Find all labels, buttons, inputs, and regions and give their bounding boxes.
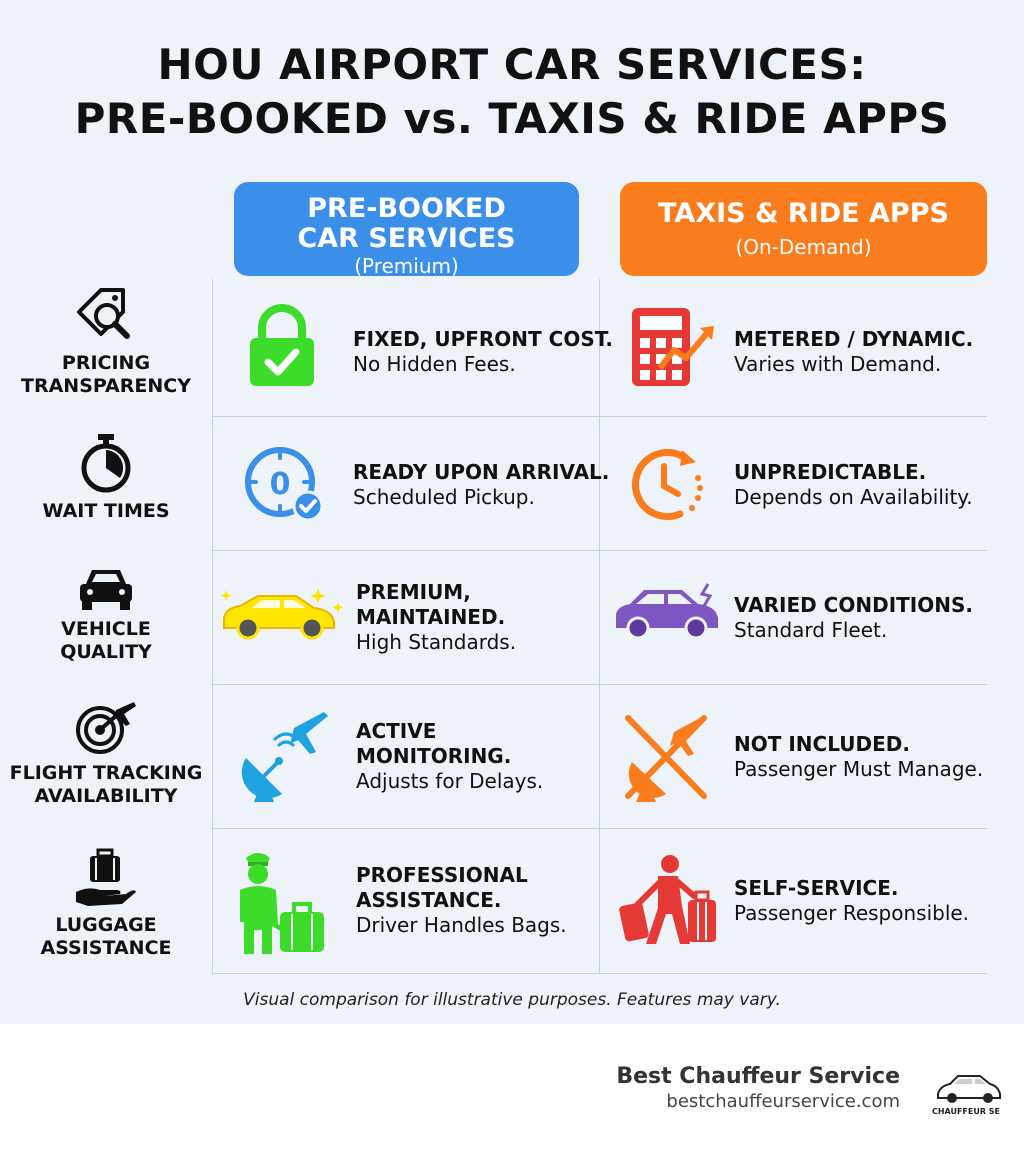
row-label-line: PRICING bbox=[61, 352, 151, 374]
grid-row-divider bbox=[212, 684, 987, 685]
cell-headline: METERED / DYNAMIC. bbox=[734, 327, 974, 351]
cell-headline: UNPREDICTABLE. bbox=[734, 460, 927, 484]
prebooked-header-line1: PRE-BOOKED bbox=[307, 193, 506, 224]
taxi-vehicle-text bbox=[734, 593, 973, 643]
grid-row-divider bbox=[212, 550, 987, 551]
taxi-header-subtitle: (On-Demand) bbox=[735, 235, 872, 259]
price-tag-search-icon bbox=[71, 282, 141, 346]
cell-description: No Hidden Fees. bbox=[353, 352, 516, 376]
cell-headline: ASSISTANCE. bbox=[356, 888, 502, 912]
crossed-satellite-plane-icon bbox=[620, 710, 712, 804]
traveler-suitcases-icon bbox=[618, 852, 722, 948]
row-label-pricing bbox=[0, 282, 212, 398]
row-label-luggage bbox=[0, 848, 212, 960]
hand-suitcase-icon bbox=[74, 848, 138, 908]
main-title-line2: PRE-BOOKED vs. TAXIS & RIDE APPS bbox=[74, 94, 950, 143]
cell-headline: NOT INCLUDED. bbox=[734, 732, 910, 756]
grid-left-border bbox=[212, 279, 213, 974]
cell-headline: VARIED CONDITIONS. bbox=[734, 593, 973, 617]
cell-headline: MAINTAINED. bbox=[356, 605, 506, 629]
padlock-check-icon bbox=[244, 304, 320, 388]
prebooked-luggage-text bbox=[356, 863, 567, 938]
grid-bottom-border bbox=[212, 973, 987, 974]
row-label-line: WAIT TIMES bbox=[42, 500, 170, 522]
cell-description: Standard Fleet. bbox=[734, 618, 888, 642]
prebooked-header-line2: CAR SERVICES bbox=[297, 223, 516, 254]
sparkling-car-icon bbox=[218, 584, 346, 644]
cell-description: Passenger Must Manage. bbox=[734, 757, 984, 781]
row-label-line: VEHICLE bbox=[61, 618, 151, 640]
row-label-line: ASSISTANCE bbox=[40, 937, 172, 959]
prebooked-column-header bbox=[234, 182, 579, 276]
cell-headline: FIXED, UPFRONT COST. bbox=[353, 327, 613, 351]
row-label-line: QUALITY bbox=[60, 641, 152, 663]
satellite-plane-icon bbox=[238, 708, 330, 804]
cell-headline: SELF-SERVICE. bbox=[734, 876, 899, 900]
cell-description: Adjusts for Delays. bbox=[356, 769, 544, 793]
row-label-flight-tracking bbox=[0, 700, 212, 808]
grid-row-divider bbox=[212, 828, 987, 829]
brand-logo-text: CHAUFFEUR SE bbox=[931, 1107, 1001, 1116]
stopwatch-icon bbox=[78, 432, 134, 494]
cell-description: High Standards. bbox=[356, 630, 517, 654]
prebooked-pricing-text bbox=[353, 327, 613, 377]
radar-plane-icon bbox=[74, 700, 138, 756]
row-label-wait-times bbox=[0, 432, 212, 523]
row-label-vehicle-quality bbox=[0, 566, 212, 664]
taxi-flight-text bbox=[734, 732, 983, 782]
row-label-line: LUGGAGE bbox=[55, 914, 157, 936]
disclaimer-footnote: Visual comparison for illustrative purposes. Features may vary. bbox=[243, 990, 781, 1010]
taxi-header-title: TAXIS & RIDE APPS bbox=[658, 198, 949, 229]
prebooked-vehicle-text bbox=[356, 580, 516, 655]
taxi-column-header bbox=[620, 182, 987, 276]
row-label-line: FLIGHT TRACKING bbox=[9, 762, 203, 784]
prebooked-flight-text bbox=[356, 719, 543, 794]
row-label-line: AVAILABILITY bbox=[34, 785, 178, 807]
cell-description: Passenger Responsible. bbox=[734, 901, 970, 925]
cell-headline: READY UPON ARRIVAL. bbox=[353, 460, 610, 484]
cell-headline: ACTIVE bbox=[356, 719, 437, 743]
cell-description: Varies with Demand. bbox=[734, 352, 942, 376]
cell-description: Scheduled Pickup. bbox=[353, 485, 535, 509]
grid-row-divider bbox=[212, 416, 987, 417]
cell-headline: PREMIUM, bbox=[356, 580, 471, 604]
cell-description: Driver Handles Bags. bbox=[356, 913, 567, 937]
dented-car-icon bbox=[612, 582, 724, 646]
chauffeur-luggage-icon bbox=[236, 846, 332, 956]
taxi-wait-text bbox=[734, 460, 973, 510]
car-front-icon bbox=[76, 566, 136, 612]
prebooked-wait-text bbox=[353, 460, 609, 510]
brand-car-logo-icon bbox=[928, 1068, 1004, 1118]
taxi-pricing-text bbox=[734, 327, 973, 377]
prebooked-header-subtitle: (Premium) bbox=[354, 254, 459, 278]
brand-name: Best Chauffeur Service bbox=[616, 1064, 900, 1089]
grid-column-divider bbox=[599, 279, 600, 974]
taxi-luggage-text bbox=[734, 876, 969, 926]
cell-description: Depends on Availability. bbox=[734, 485, 973, 509]
cell-headline: PROFESSIONAL bbox=[356, 863, 528, 887]
svg-text:0: 0 bbox=[269, 467, 291, 502]
calculator-chart-icon bbox=[630, 306, 716, 388]
main-title-line1: HOU AIRPORT CAR SERVICES: bbox=[157, 40, 867, 89]
cell-headline: MONITORING. bbox=[356, 744, 512, 768]
row-label-line: TRANSPARENCY bbox=[21, 375, 191, 397]
clock-zero-check-icon bbox=[242, 442, 326, 526]
brand-url[interactable]: bestchauffeurservice.com bbox=[666, 1091, 900, 1112]
clock-dashed-icon bbox=[626, 442, 710, 526]
